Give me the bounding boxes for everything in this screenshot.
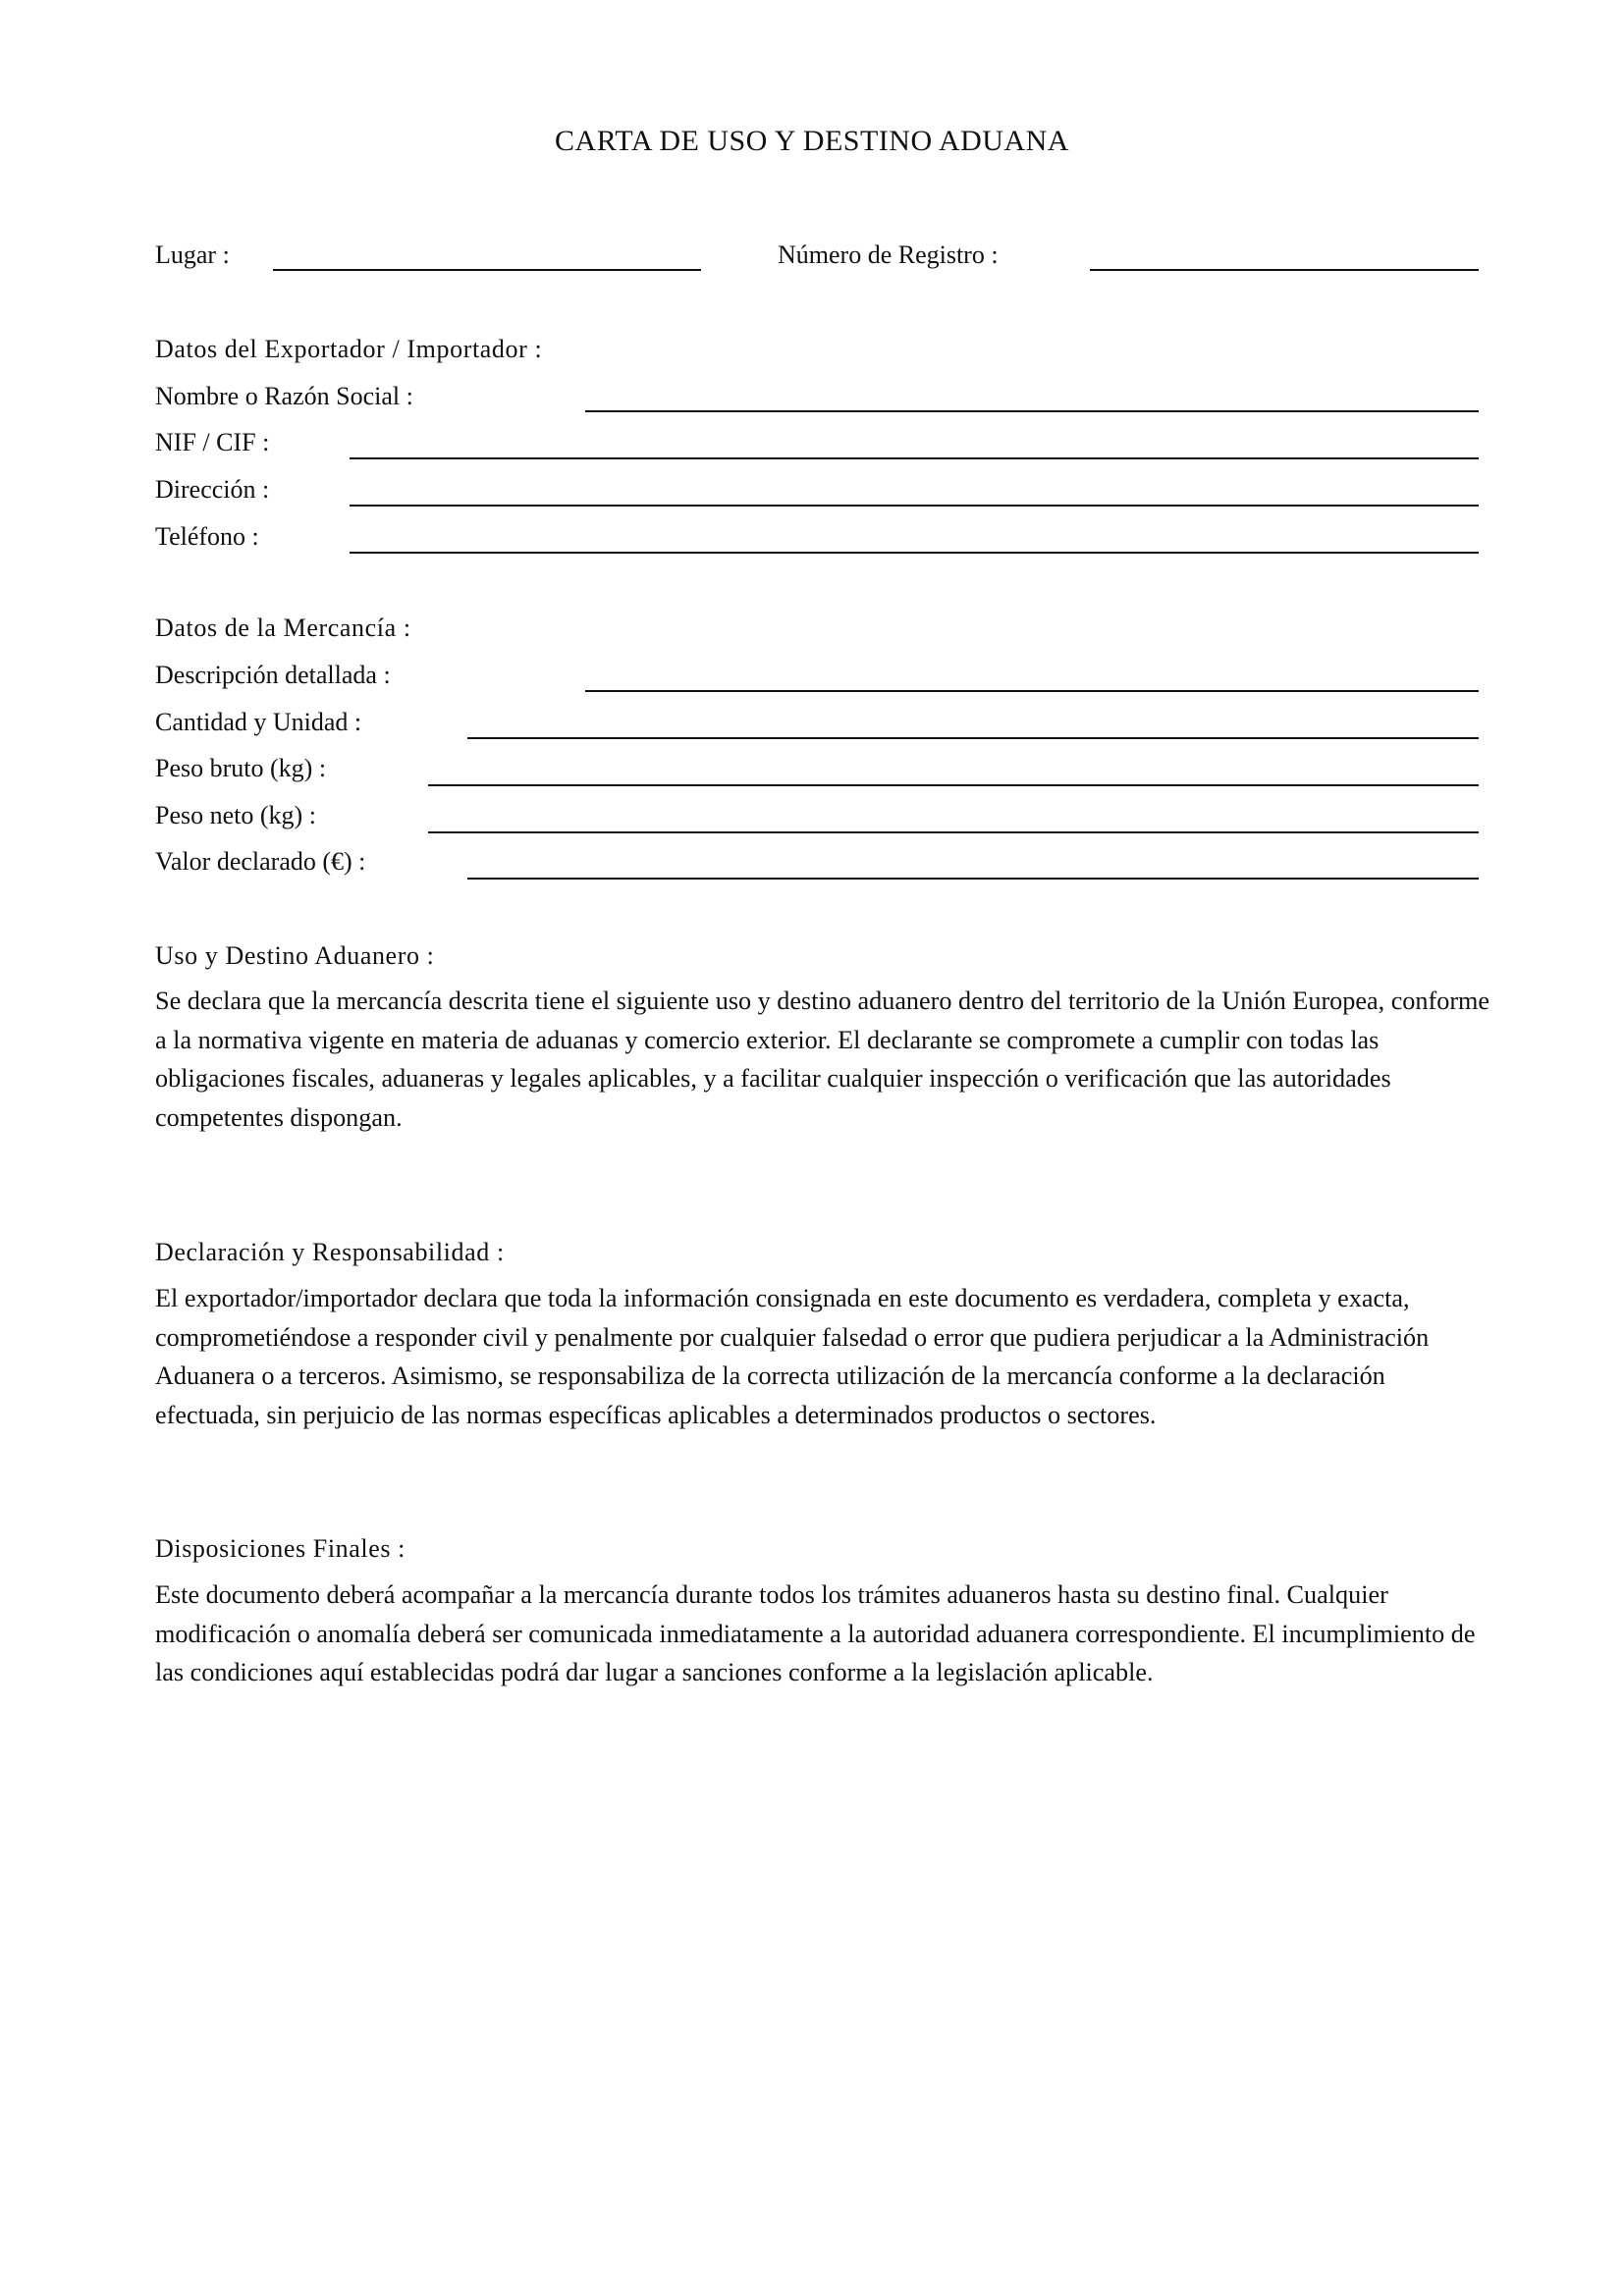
peso-neto-label: Peso neto (kg) : <box>155 801 316 829</box>
direccion-field[interactable] <box>350 505 1479 507</box>
registro-label: Número de Registro : <box>778 240 999 269</box>
descripcion-label: Descripción detallada : <box>155 661 391 689</box>
document-title: CARTA DE USO Y DESTINO ADUANA <box>555 125 1069 157</box>
peso-bruto-label: Peso bruto (kg) : <box>155 754 327 782</box>
nombre-field[interactable] <box>585 410 1479 412</box>
direccion-label: Dirección : <box>155 475 270 504</box>
declaracion-heading: Declaración y Responsabilidad : <box>155 1238 505 1266</box>
registro-field[interactable] <box>1090 269 1479 271</box>
telefono-field[interactable] <box>350 552 1479 554</box>
declaracion-text: El exportador/importador declara que toda la información consignada en este documento es verdadera, completa y exacta, comprometiéndose a responder civil y penalmente por cualquier falsedad o error que pudiera perjudicar a la Administración Aduanera o a terceros. Asimismo, se responsabiliza de la correcta utilización de la mercancía conforme a la declaración efectuada, sin perjuicio de las normas específicas aplicables a determinados productos o sectores. <box>155 1284 1430 1429</box>
descripcion-field[interactable] <box>585 690 1479 692</box>
valor-field[interactable] <box>467 878 1479 880</box>
lugar-field[interactable] <box>273 269 701 271</box>
exportador-heading: Datos del Exportador / Importador : <box>155 335 543 363</box>
peso-bruto-field[interactable] <box>428 784 1479 786</box>
mercancia-heading: Datos de la Mercancía : <box>155 614 411 642</box>
cantidad-field[interactable] <box>467 737 1479 739</box>
telefono-label: Teléfono : <box>155 522 259 551</box>
uso-destino-heading: Uso y Destino Aduanero : <box>155 941 435 970</box>
nombre-label: Nombre o Razón Social : <box>155 382 413 410</box>
nif-label: NIF / CIF : <box>155 428 270 456</box>
disposiciones-heading: Disposiciones Finales : <box>155 1534 406 1563</box>
cantidad-label: Cantidad y Unidad : <box>155 708 362 736</box>
disposiciones-text: Este documento deberá acompañar a la mercancía durante todos los trámites aduaneros hasta su destino final. Cualquier modificación o anomalía deberá ser comunicada inmediatamente a la autoridad aduanera correspondiente. El incumplimiento de las condiciones aquí establecidas podrá dar lugar a sanciones conforme a la legislación aplicable. <box>155 1580 1476 1686</box>
nif-field[interactable] <box>350 457 1479 459</box>
lugar-label: Lugar : <box>155 240 230 269</box>
peso-neto-field[interactable] <box>428 831 1479 833</box>
valor-label: Valor declarado (€) : <box>155 847 366 876</box>
uso-destino-text: Se declara que la mercancía descrita tiene el siguiente uso y destino aduanero dentro del territorio de la Unión Europea, conforme a la normativa vigente en materia de aduanas y comercio exterior. El declarante se compromete a cumplir con todas las obligaciones fiscales, aduaneras y legales aplicables, y a facilitar cualquier inspección o verificación que las autoridades competentes dispongan. <box>155 987 1490 1132</box>
